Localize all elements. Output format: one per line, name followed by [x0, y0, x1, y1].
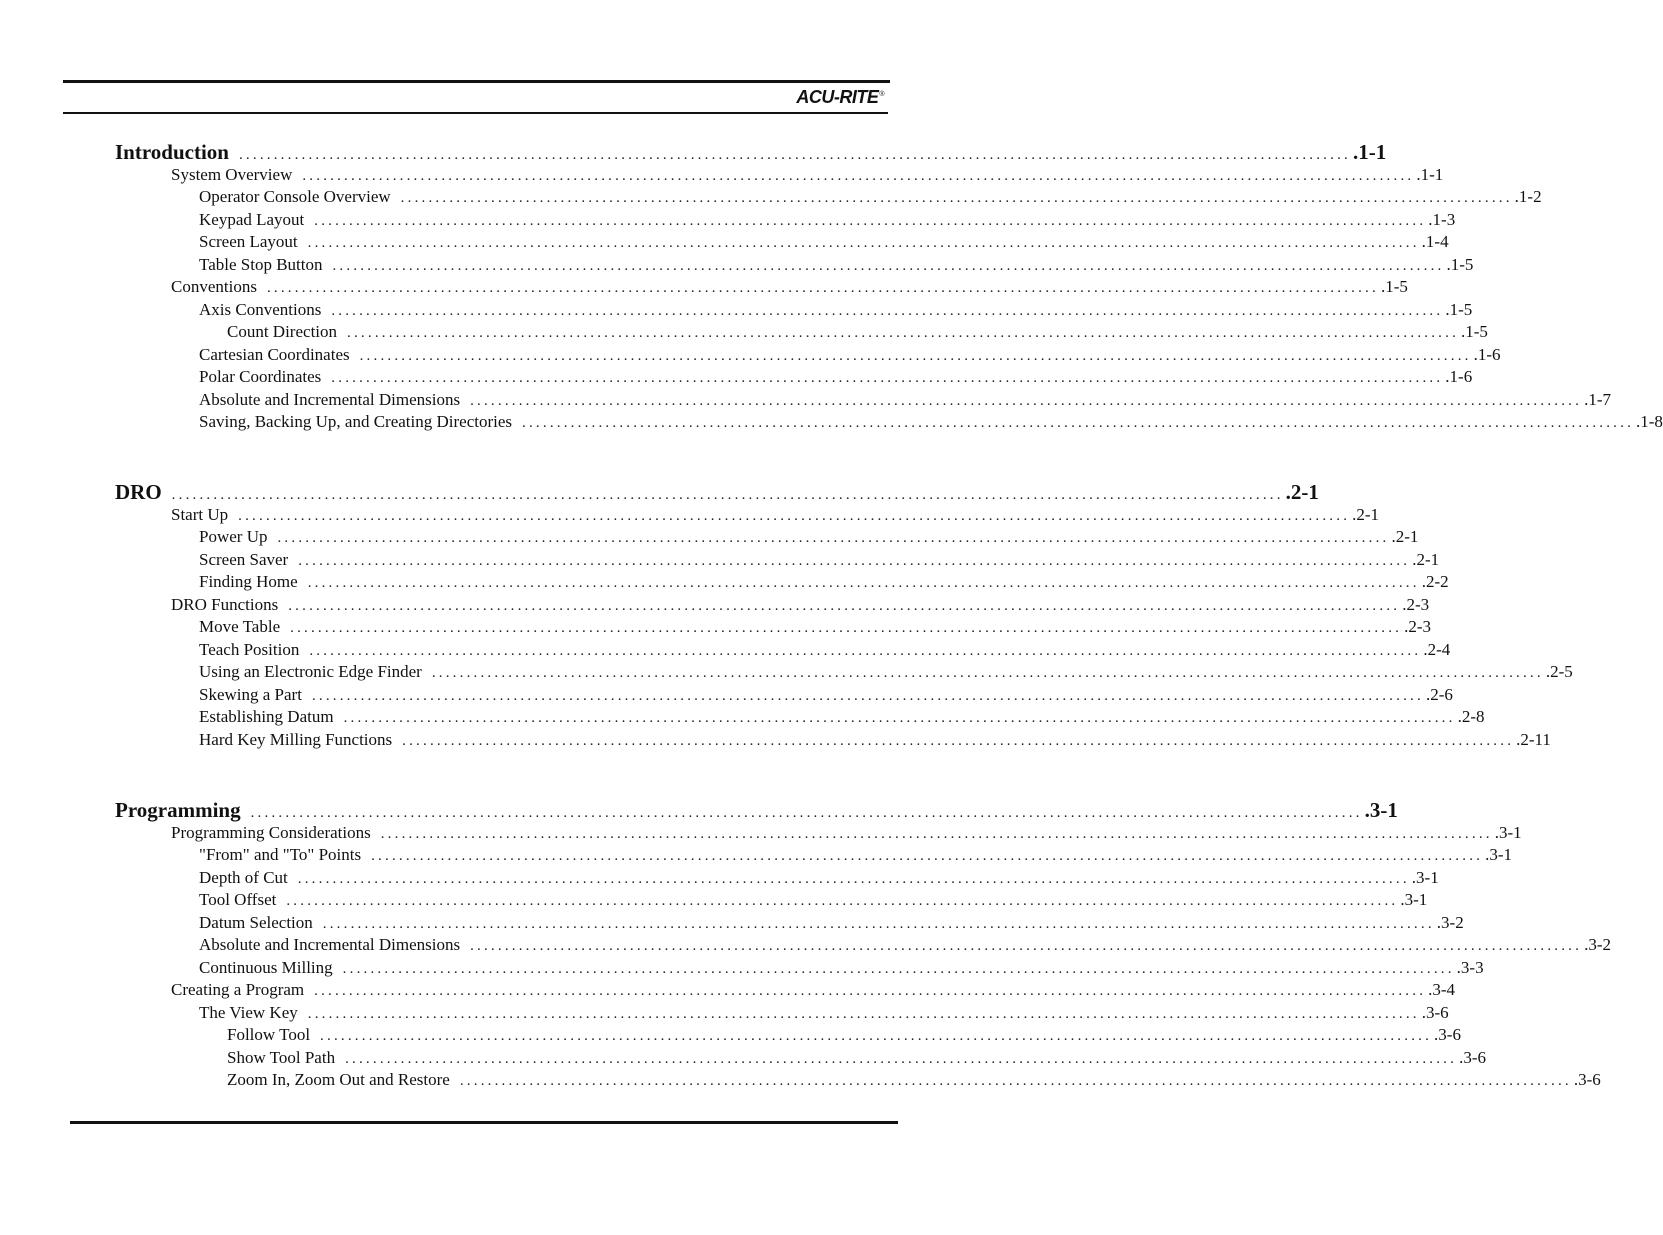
dot-leader: ................................................................................................................................................................: [331, 370, 1444, 387]
toc-entry[interactable]: [171, 594, 1430, 617]
toc-label: Saving, Backing Up, and Creating Directories: [199, 411, 513, 431]
page-number: .1-6: [1445, 367, 1473, 387]
dot-leader: ................................................................................................................................................................: [431, 665, 1544, 682]
dot-leader: ................................................................................................................................................................: [311, 687, 1424, 704]
dot-leader: ................................................................................................................................................................: [320, 1028, 1433, 1045]
page-number: .3-1: [1485, 845, 1513, 865]
page-number: .1-7: [1584, 389, 1611, 409]
toc-entry[interactable]: [199, 890, 1428, 912]
toc-entry[interactable]: [199, 367, 1473, 389]
dot-leader: ................................................................................................................................................................: [314, 983, 1427, 1000]
dot-leader: ................................................................................................................................................................: [470, 938, 1583, 955]
page-number: .3-1: [1364, 798, 1398, 822]
page-number: .3-6: [1573, 1069, 1601, 1089]
dot-leader: ................................................................................................................................................................: [171, 487, 1284, 503]
toc-label: The View Key: [199, 1002, 298, 1022]
toc-entry[interactable]: [199, 957, 1484, 980]
toc-label: Table Stop Button: [199, 254, 323, 274]
toc-label: Start Up: [171, 505, 229, 524]
page-number: .3-3: [1456, 957, 1484, 977]
chapter-heading[interactable]: [115, 798, 1398, 824]
page-number: .1-1: [1352, 140, 1387, 164]
toc-label: Teach Position: [199, 639, 300, 659]
page-number: .3-1: [1400, 890, 1428, 910]
page-number: .1-2: [1514, 187, 1542, 207]
page-number: .3-4: [1428, 980, 1456, 1000]
toc-label: Programming: [115, 798, 241, 822]
page-number: .1-5: [1445, 299, 1473, 319]
dot-leader: ................................................................................................................................................................: [290, 620, 1403, 637]
toc-label: Continuous Milling: [199, 957, 333, 977]
toc-entry[interactable]: [199, 232, 1449, 254]
page-number: .3-2: [1584, 935, 1611, 955]
toc-label: DRO Functions: [171, 594, 279, 614]
dot-leader: ................................................................................................................................................................: [331, 302, 1444, 319]
page-number: .3-6: [1459, 1047, 1486, 1067]
dot-leader: ................................................................................................................................................................: [459, 1072, 1572, 1089]
dot-leader: ................................................................................................................................................................: [400, 190, 1513, 207]
page-number: .2-3: [1402, 594, 1430, 614]
toc-entry[interactable]: [199, 549, 1440, 572]
dot-leader: ................................................................................................................................................................: [309, 642, 1422, 659]
page-number: .2-1: [1391, 527, 1419, 547]
toc-label: Conventions: [171, 277, 257, 297]
toc-entry[interactable]: [199, 662, 1573, 684]
toc-label: Tool Offset: [199, 890, 277, 910]
page-number: .2-1: [1285, 480, 1319, 504]
toc-entry[interactable]: [171, 165, 1444, 187]
toc-entry[interactable]: [199, 617, 1432, 639]
toc-label: Cartesian Coordinates: [199, 344, 350, 364]
footer-rule: [70, 1121, 898, 1124]
toc-label: Programming Considerations: [171, 823, 371, 842]
page-number: .3-2: [1436, 912, 1464, 932]
dot-leader: ................................................................................................................................................................: [302, 168, 1415, 184]
toc-entry[interactable]: [199, 912, 1464, 935]
dot-leader: ................................................................................................................................................................: [332, 257, 1445, 274]
dot-leader: ................................................................................................................................................................: [347, 325, 1460, 342]
page-number: .2-6: [1425, 684, 1453, 704]
dot-leader: ................................................................................................................................................................: [298, 552, 1411, 569]
page-number: .1-3: [1428, 209, 1456, 229]
toc-entry[interactable]: [227, 322, 1488, 344]
toc-label: Axis Conventions: [199, 299, 322, 319]
page-number: .2-1: [1412, 549, 1440, 569]
page-number: .1-4: [1421, 232, 1449, 252]
registered-mark: ®: [879, 91, 884, 98]
chapter-heading[interactable]: [115, 140, 1387, 166]
dot-leader: ................................................................................................................................................................: [470, 392, 1583, 409]
toc-label: Power Up: [199, 527, 268, 547]
toc-entry[interactable]: [199, 639, 1451, 662]
toc-entry[interactable]: [199, 729, 1551, 752]
dot-leader: ................................................................................................................................................................: [286, 893, 1399, 910]
toc-entry[interactable]: [199, 299, 1473, 322]
dot-leader: ................................................................................................................................................................: [307, 1005, 1420, 1022]
toc-label: Operator Console Overview: [199, 187, 391, 207]
page-number: .2-8: [1457, 707, 1485, 727]
page-number: .3-1: [1494, 823, 1522, 842]
toc-label: Establishing Datum: [199, 707, 334, 727]
chapter-heading[interactable]: [115, 480, 1319, 506]
toc-label: Count Direction: [227, 322, 338, 342]
page-number: .1-8: [1636, 411, 1663, 431]
toc-entry[interactable]: [171, 505, 1380, 527]
toc-label: DRO: [115, 480, 162, 504]
toc-label: Absolute and Incremental Dimensions: [199, 389, 461, 409]
toc-label: "From" and "To" Points: [199, 845, 362, 865]
page-number: .1-1: [1416, 165, 1444, 184]
dot-leader: ................................................................................................................................................................: [322, 915, 1435, 932]
page-number: .1-6: [1473, 344, 1501, 364]
toc-label: Show Tool Path: [227, 1047, 336, 1067]
dot-leader: ................................................................................................................................................................: [371, 848, 1484, 865]
toc-label: Screen Layout: [199, 232, 298, 252]
dot-leader: ................................................................................................................................................................: [277, 530, 1390, 547]
toc-entry[interactable]: [199, 707, 1485, 729]
page-number: .2-3: [1404, 617, 1432, 637]
toc-entry[interactable]: [171, 980, 1456, 1002]
dot-leader: ................................................................................................................................................................: [345, 1050, 1458, 1067]
toc-label: Absolute and Incremental Dimensions: [199, 935, 461, 955]
toc-label: Introduction: [115, 140, 229, 164]
toc-label: Creating a Program: [171, 980, 305, 1000]
toc-label: Move Table: [199, 617, 281, 637]
toc-entry[interactable]: [199, 935, 1611, 957]
toc-entry[interactable]: [227, 1069, 1601, 1092]
toc-entry[interactable]: [227, 1025, 1461, 1047]
toc-label: System Overview: [171, 165, 293, 184]
toc-entry[interactable]: [199, 572, 1449, 594]
toc-entry[interactable]: [199, 254, 1474, 277]
toc-label: Depth of Cut: [199, 867, 288, 887]
logo-text: ACU-RITE: [796, 87, 879, 107]
page-number: .2-11: [1516, 729, 1551, 749]
dot-leader: ................................................................................................................................................................: [402, 732, 1515, 749]
dot-leader: ................................................................................................................................................................: [307, 575, 1420, 592]
toc-label: Screen Saver: [199, 549, 289, 569]
toc-entry[interactable]: [171, 823, 1522, 845]
toc-entry[interactable]: [199, 527, 1419, 549]
toc-entry[interactable]: [199, 867, 1439, 890]
dot-leader: ................................................................................................................................................................: [380, 826, 1493, 842]
toc-entry[interactable]: [199, 411, 1663, 434]
dot-leader: ................................................................................................................................................................: [342, 960, 1455, 977]
page-number: .3-1: [1411, 867, 1439, 887]
toc-label: Using an Electronic Edge Finder: [199, 662, 422, 682]
toc-entry[interactable]: [199, 1002, 1449, 1025]
toc-entry[interactable]: [199, 389, 1611, 412]
page-number: .1-5: [1446, 254, 1474, 274]
dot-leader: ................................................................................................................................................................: [297, 870, 1410, 887]
toc-entry[interactable]: [199, 684, 1453, 707]
page-number: .1-5: [1380, 277, 1408, 297]
page-number: .3-6: [1434, 1025, 1461, 1045]
toc-entry[interactable]: [199, 344, 1501, 367]
toc-label: Hard Key Milling Functions: [199, 729, 393, 749]
dot-leader: ................................................................................................................................................................: [238, 508, 1351, 524]
page-number: .2-1: [1352, 505, 1380, 524]
dot-leader: ................................................................................................................................................................: [266, 280, 1379, 297]
toc-label: Skewing a Part: [199, 684, 302, 704]
dot-leader: ................................................................................................................................................................: [314, 212, 1427, 229]
dot-leader: ................................................................................................................................................................: [307, 235, 1420, 252]
dot-leader: ................................................................................................................................................................: [522, 414, 1635, 431]
page-number: .2-2: [1421, 572, 1449, 592]
dot-leader: ................................................................................................................................................................: [288, 597, 1401, 614]
toc-entry[interactable]: [199, 209, 1456, 232]
toc-entry[interactable]: [171, 277, 1408, 299]
dot-leader: ................................................................................................................................................................: [238, 147, 1351, 163]
toc-label: Keypad Layout: [199, 209, 305, 229]
dot-leader: ................................................................................................................................................................: [250, 805, 1363, 821]
page-number: .2-4: [1423, 639, 1451, 659]
page-number: .1-5: [1461, 322, 1488, 342]
dot-leader: ................................................................................................................................................................: [359, 347, 1472, 364]
toc-entry[interactable]: [199, 845, 1513, 867]
toc-label: Finding Home: [199, 572, 298, 592]
toc-label: Zoom In, Zoom Out and Restore: [227, 1069, 450, 1089]
toc-label: Datum Selection: [199, 912, 313, 932]
toc-entry[interactable]: [227, 1047, 1486, 1070]
dot-leader: ................................................................................................................................................................: [343, 710, 1456, 727]
toc-label: Polar Coordinates: [199, 367, 322, 387]
toc-entry[interactable]: [199, 187, 1542, 209]
page-number: .3-6: [1421, 1002, 1449, 1022]
toc-label: Follow Tool: [227, 1025, 311, 1045]
page-number: .2-5: [1545, 662, 1573, 682]
